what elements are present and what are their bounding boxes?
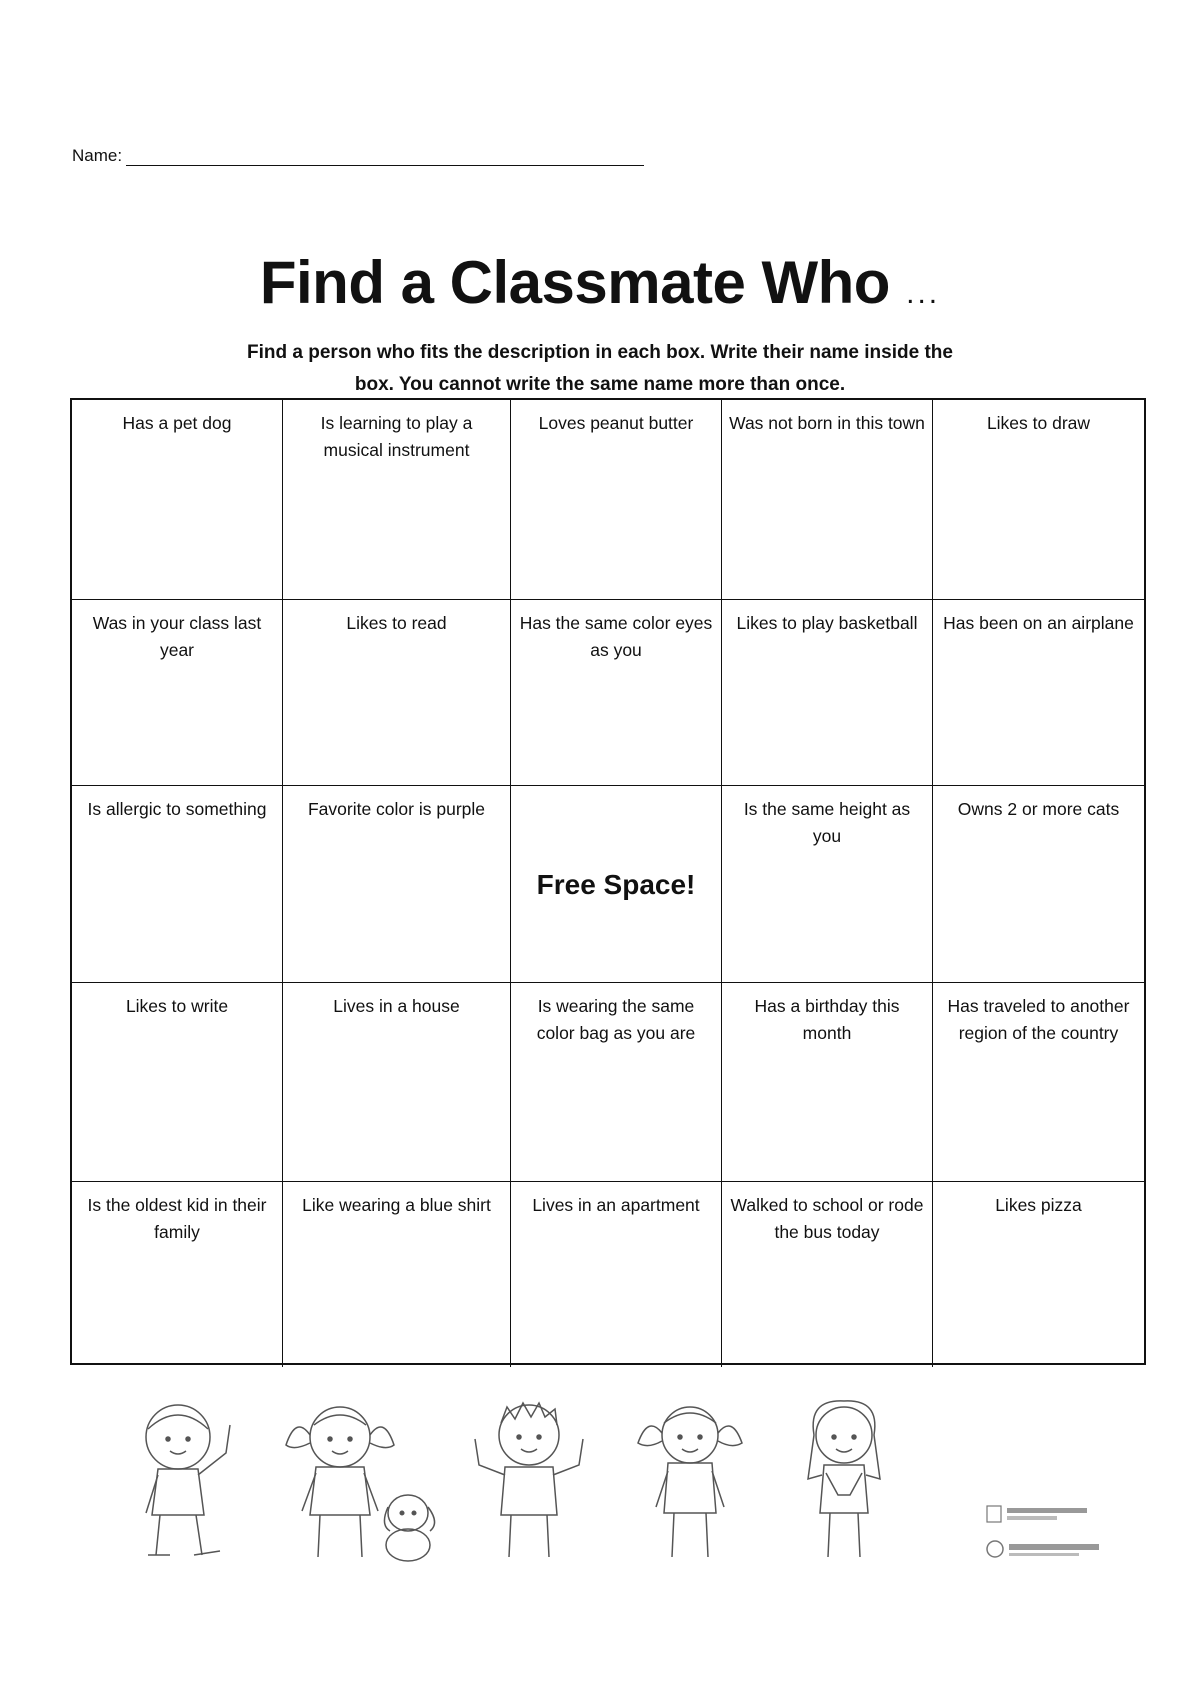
- grid-cell[interactable]: [511, 983, 722, 1182]
- girl-long-hair-illustration: [780, 1395, 910, 1565]
- cell-prompt: Likes to read: [346, 613, 447, 633]
- name-field-row: [72, 146, 644, 166]
- cell-prompt: Lives in an apartment: [532, 1195, 700, 1215]
- grid-cell[interactable]: [511, 400, 722, 600]
- cell-prompt: Like wearing a blue shirt: [302, 1195, 491, 1215]
- cell-prompt: Owns 2 or more cats: [957, 799, 1120, 819]
- cell-prompt: Has been on an airplane: [943, 613, 1134, 633]
- title-ellipsis: ...: [906, 277, 941, 310]
- cell-prompt: Was in your class last year: [92, 613, 262, 660]
- cell-prompt: Favorite color is purple: [307, 799, 486, 819]
- boy-waving-illustration: [130, 1395, 250, 1565]
- grid-cell[interactable]: [283, 1182, 511, 1367]
- grid-cell[interactable]: [722, 983, 933, 1182]
- grid-cell[interactable]: [283, 400, 511, 600]
- publisher-logos: [985, 1500, 1125, 1580]
- schoolhouse-logo: [985, 1500, 1105, 1528]
- grid-cell[interactable]: [722, 600, 933, 786]
- grid-cell[interactable]: [72, 600, 283, 786]
- grid-cell[interactable]: [933, 1182, 1144, 1367]
- grid-cell[interactable]: [283, 600, 511, 786]
- cell-prompt: Is allergic to something: [87, 799, 267, 819]
- grid-cell[interactable]: [511, 600, 722, 786]
- cell-prompt: Is learning to play a musical instrument: [320, 413, 473, 460]
- grid-cell[interactable]: [283, 983, 511, 1182]
- grid-cell[interactable]: [722, 1182, 933, 1367]
- grid-cell[interactable]: [933, 400, 1144, 600]
- cell-prompt: Likes pizza: [995, 1195, 1082, 1215]
- free-space-cell: [511, 786, 722, 983]
- name-blank-line[interactable]: [126, 147, 644, 166]
- cell-prompt: Has traveled to another region of the country: [947, 996, 1130, 1043]
- cell-prompt: Is the oldest kid in their family: [87, 1195, 267, 1242]
- bingo-grid: [70, 398, 1146, 1365]
- cell-prompt: Has a birthday this month: [754, 996, 900, 1043]
- instructions-line-2: box. You cannot write the same name more than once.: [354, 374, 846, 395]
- cell-prompt: Likes to play basketball: [736, 613, 918, 633]
- cell-prompt: Is the same height as you: [743, 799, 911, 846]
- cell-prompt: Was not born in this town: [729, 413, 925, 433]
- grid-cell[interactable]: [933, 786, 1144, 983]
- instructions-line-1: Find a person who fits the description in each box. Write their name inside the: [247, 342, 953, 363]
- grid-cell[interactable]: [72, 786, 283, 983]
- cell-prompt: Is wearing the same color bag as you are: [536, 996, 696, 1043]
- grid-cell[interactable]: [511, 1182, 722, 1367]
- weareteachers-logo: [985, 1536, 1115, 1562]
- cell-prompt: Likes to write: [125, 996, 229, 1016]
- page-title: [0, 248, 1200, 317]
- grid-cell[interactable]: [72, 1182, 283, 1367]
- instructions: [200, 337, 1000, 401]
- girl-pigtails-illustration: [620, 1395, 760, 1565]
- grid-cell[interactable]: [283, 786, 511, 983]
- cell-prompt: Has a pet dog: [122, 413, 232, 433]
- grid-cell[interactable]: [933, 600, 1144, 786]
- free-space-label: Free Space!: [536, 868, 696, 900]
- grid-cell[interactable]: [722, 400, 933, 600]
- girl-with-dog-illustration: [280, 1395, 450, 1565]
- grid-cell[interactable]: [72, 400, 283, 600]
- grid-cell[interactable]: [722, 786, 933, 983]
- grid-cell[interactable]: [933, 983, 1144, 1182]
- boy-arms-up-illustration: [465, 1395, 595, 1565]
- cell-prompt: Walked to school or rode the bus today: [730, 1195, 924, 1242]
- title-text: Find a Classmate Who: [259, 249, 890, 316]
- cell-prompt: Likes to draw: [986, 413, 1091, 433]
- grid-cell[interactable]: [72, 983, 283, 1182]
- kids-illustration: [130, 1395, 1130, 1565]
- cell-prompt: Has the same color eyes as you: [519, 613, 713, 660]
- name-label: Name:: [72, 146, 123, 165]
- cell-prompt: Loves peanut butter: [538, 413, 694, 433]
- cell-prompt: Lives in a house: [333, 996, 460, 1016]
